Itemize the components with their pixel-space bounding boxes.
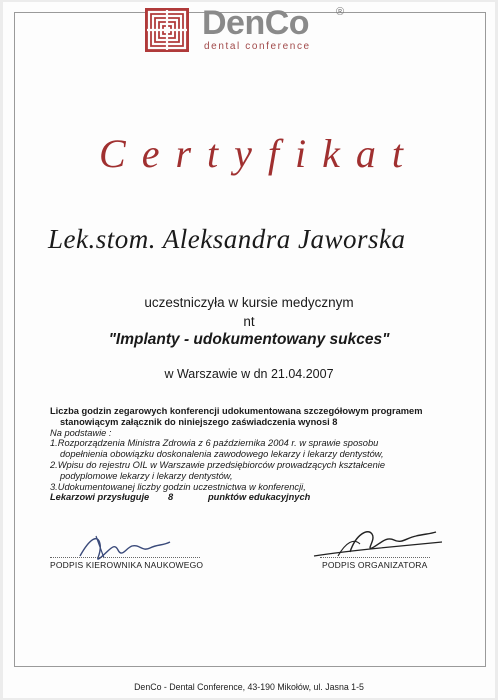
course-title: "Implanty - udokumentowany sukces" <box>108 331 390 348</box>
legal-basis-item-1b: dopełnienia obowiązku doskonalenia zawodowego lekarzy i lekarzy dentystów, <box>60 449 384 460</box>
certificate-title: Certyfikat <box>99 131 419 176</box>
organizer-signature <box>310 522 450 562</box>
signature-line-left <box>50 557 200 558</box>
logo-mark-icon <box>145 8 189 52</box>
hours-statement-1: Liczba godzin zegarowych konferencji udokumentowana szczegółowym programem <box>50 406 423 416</box>
signature-label-right: PODPIS ORGANIZATORA <box>322 560 428 570</box>
legal-basis-item-2b: podyplomowe lekarzy i lekarzy dentystów, <box>60 470 233 481</box>
info-block <box>50 406 460 503</box>
topic-prefix: nt <box>243 314 255 329</box>
participation-line: uczestniczyła w kursie medycznym <box>144 295 354 310</box>
signature-line-right <box>320 557 430 558</box>
logo-wordmark: DenCo <box>202 4 310 42</box>
denco-logo <box>143 6 353 52</box>
footer-address: DenCo - Dental Conference, 43-190 Mikołów, ul. Jasna 1-5 <box>134 682 364 692</box>
legal-basis-item-2a: 2.Wpisu do rejestru OIL w Warszawie przedsiębiorców prowadzących kształcenie <box>50 459 386 470</box>
legal-basis-item-1a: 1.Rozporządzenia Ministra Zdrowia z 6 października 2004 r. w sprawie sposobu <box>50 438 379 449</box>
place-date: w Warszawie w dn 21.04.2007 <box>164 367 334 381</box>
legal-basis-label: Na podstawie : <box>50 427 112 438</box>
legal-basis-item-3: 3.Udokumentowanej liczby godzin uczestnictwa w konferencji, <box>50 481 306 492</box>
points-unit: punktów edukacyjnych <box>208 492 311 503</box>
recipient-name: Lek.stom. Aleksandra Jaworska <box>48 224 406 254</box>
logo-subtitle: dental conference <box>204 41 311 52</box>
education-points <box>50 492 460 503</box>
points-value: 8 <box>168 492 174 503</box>
registered-mark: ® <box>336 6 345 18</box>
points-lead: Lekarzowi przysługuje <box>50 492 150 503</box>
hours-statement-2: stanowiącym załącznik do niniejszego zaświadczenia wynosi 8 <box>60 416 338 427</box>
signature-label-left: PODPIS KIEROWNIKA NAUKOWEGO <box>50 560 204 570</box>
